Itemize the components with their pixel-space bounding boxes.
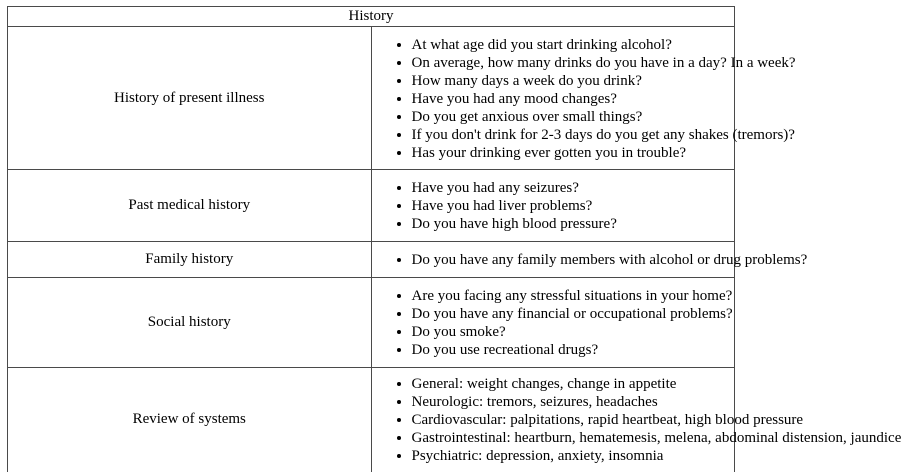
list-item: • Do you get anxious over small things? (412, 108, 735, 126)
section-row-present-illness (8, 27, 735, 170)
list-item: • Psychiatric: depression, anxiety, insomnia (412, 447, 735, 465)
section-label: Past medical history (8, 170, 372, 242)
section-row-review-systems (8, 368, 735, 472)
list-item: • Cardiovascular: palpitations, rapid heartbeat, high blood pressure (412, 411, 735, 429)
list-item: • Gastrointestinal: heartburn, hematemesis, melena, abdominal distension, jaundice (412, 429, 735, 447)
section-label: History of present illness (8, 27, 372, 170)
list-item: • If you don't drink for 2-3 days do you get any shakes (tremors)? (412, 126, 735, 144)
list-item: • At what age did you start drinking alcohol? (412, 36, 735, 54)
section-questions (371, 27, 796, 170)
section-questions (371, 170, 735, 242)
question-list (372, 251, 808, 269)
list-item: • Do you have any family members with alcohol or drug problems? (412, 251, 735, 269)
list-item: • General: weight changes, change in appetite (412, 375, 735, 393)
list-item: • Neurologic: tremors, seizures, headaches (412, 393, 735, 411)
list-item: • How many days a week do you drink? (412, 72, 735, 90)
list-item: • Are you facing any stressful situations in your home? (412, 287, 735, 305)
section-questions (371, 368, 901, 472)
history-table (7, 6, 901, 472)
section-row-family (8, 242, 735, 278)
question-list (372, 179, 735, 233)
list-item: • Have you had any seizures? (412, 179, 735, 197)
list-item: • On average, how many drinks do you have in a day? In a week? (412, 54, 735, 72)
section-label: Family history (8, 242, 372, 278)
section-row-social (8, 278, 735, 368)
question-list (372, 287, 735, 359)
list-item: • Has your drinking ever gotten you in trouble? (412, 144, 735, 162)
list-item: • Have you had any mood changes? (412, 90, 735, 108)
list-item: • Do you smoke? (412, 323, 735, 341)
section-label: Review of systems (8, 368, 372, 472)
section-label: Social history (8, 278, 372, 368)
list-item: • Do you have any financial or occupational problems? (412, 305, 735, 323)
list-item: • Do you use recreational drugs? (412, 341, 735, 359)
section-questions (371, 278, 735, 368)
list-item: • Do you have high blood pressure? (412, 215, 735, 233)
section-questions (371, 242, 808, 278)
question-list (372, 375, 901, 465)
section-row-past-medical (8, 170, 735, 242)
question-list (372, 36, 796, 162)
list-item: • Have you had liver problems? (412, 197, 735, 215)
table-title: History (8, 7, 735, 27)
